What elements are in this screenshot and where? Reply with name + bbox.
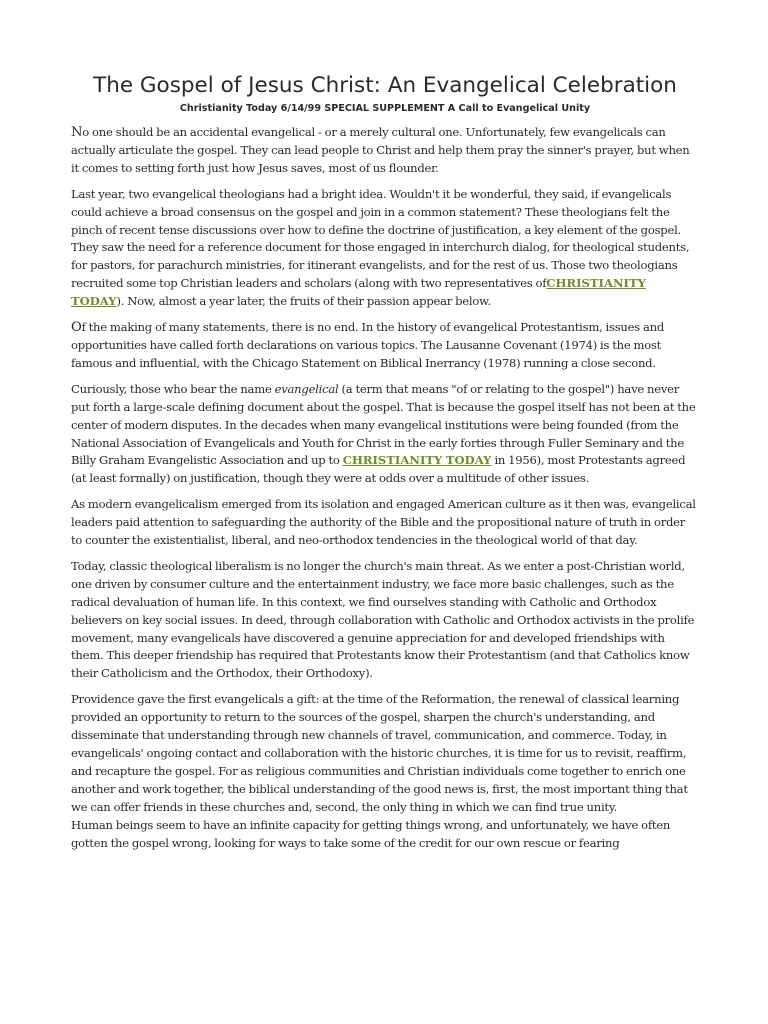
paragraph-1 xyxy=(71,124,699,178)
paragraph-text: Last year, two evangelical theologians had a bright idea. Wouldn't it be wonderful, they said, if evangelicals could achieve a broad consensus on the gospel and join in a common statement? These theologians felt the pinch of recent tense discussions over how to define the doctrine of justification, a key element of the gospel. They saw the need for a reference document for those engaged in interchurch dialog, for theological students, for pastors, for parachurch ministries, for itinerant evangelists, and for the rest of us. Those two theologians recruited some top Christian leaders and scholars (along with two representatives of xyxy=(71,186,690,291)
paragraph-text: Curiously, those who bear the name xyxy=(71,381,275,396)
paragraph-text: in 1956), most Protestants agreed (at least formally) on justification, though they were at odds over a multitude of other issues. xyxy=(71,453,686,486)
paragraph-7: Providence gave the first evangelicals a gift: at the time of the Reformation, the renewal of classical learning provided an opportunity to return to the sources of the gospel, sharpen the church's understanding, and disseminate that understanding through new channels of travel, communication, and commerce. Today, in evangelicals' ongoing contact and collaboration with the historic churches, it is time for us to revisit, reaffirm, and recapture the gospel. For as religious communities and Christian individuals come together to enrich one another and work together, the biblical understanding of the good news is, first, the most important thing that we can offer friends in these churches and, second, the only thing in which we can find true unity. xyxy=(71,692,688,814)
paragraph-5: As modern evangelicalism emerged from its isolation and engaged American culture as it then was, evangelical leaders paid attention to safeguarding the authority of the Bible and the propositional nature of truth in order to counter the existentialist, liberal, and neo-orthodox tendencies in the theological world of that day. xyxy=(71,497,696,548)
paragraph-4 xyxy=(71,381,699,488)
document-body xyxy=(71,124,699,852)
italic-term: evangelical xyxy=(274,381,339,396)
paragraph-text: (a term that means "of or relating to the gospel") have never put forth a large-scale defining document about the gospel. That is because the gospel itself has not been at the center of modern disputes. In the decades when many evangelical institutions were being founded (from the National Association of Evangelicals and Youth for Christ in the early forties through Fuller Seminary and the Billy Graham Evangelistic Association and up to xyxy=(71,381,696,468)
paragraph-text: o one should be an accidental evangelical - or a merely cultural one. Unfortunately, few evangelicals can actually articulate the gospel. They can lead people to Christ and help them pray the sinner's prayer, but when it comes to setting forth just how Jesus saves, most of us flounder. xyxy=(71,125,690,175)
drop-letter: O xyxy=(71,320,82,336)
link-part-2: TODAY xyxy=(445,453,492,468)
christianity-today-link[interactable]: CHRISTIANITY TODAY xyxy=(71,276,646,309)
paragraph-8: Human beings seem to have an infinite capacity for getting things wrong, and unfortunately, we have often gotten the gospel wrong, looking for ways to take some of the credit for our own rescue or fearing xyxy=(71,817,671,850)
paragraph-text: ). Now, almost a year later, the fruits of their passion appear below. xyxy=(116,294,491,309)
paragraph-3 xyxy=(71,319,699,373)
document-subtitle: Christianity Today 6/14/99 SPECIAL SUPPLEMENT A Call to Evangelical Unity xyxy=(179,103,591,114)
paragraph-text: f the making of many statements, there is no end. In the history of evangelical Protestantism, issues and opportunities have called forth declarations on various topics. The Lausanne Covenant (1974) is the most famous and influential, with the Chicago Statement on Biblical Inerrancy (1978) running a close second. xyxy=(71,320,665,370)
document-page xyxy=(71,72,699,860)
christianity-today-link-2[interactable] xyxy=(343,453,492,467)
paragraph-2 xyxy=(71,186,699,311)
document-title: The Gospel of Jesus Christ: An Evangelical Celebration xyxy=(93,73,677,98)
paragraph-6: Today, classic theological liberalism is no longer the church's main threat. As we enter a post-Christian world, one driven by consumer culture and the entertainment industry, we face more basic challenges, such as the radical devaluation of human life. In this context, we find ourselves standing with Catholic and Orthodox believers on key social issues. In deed, through collaboration with Catholic and Orthodox activists in the prolife movement, many evangelicals have discovered a genuine appreciation for and developed friendships with them. This deeper friendship has required that Protestants know their Protestantism (and that Catholics know their Catholicism and the Orthodox, their Orthodoxy). xyxy=(71,558,695,681)
link-part-1: CHRISTIANITY xyxy=(342,453,443,468)
drop-letter: N xyxy=(71,125,83,140)
